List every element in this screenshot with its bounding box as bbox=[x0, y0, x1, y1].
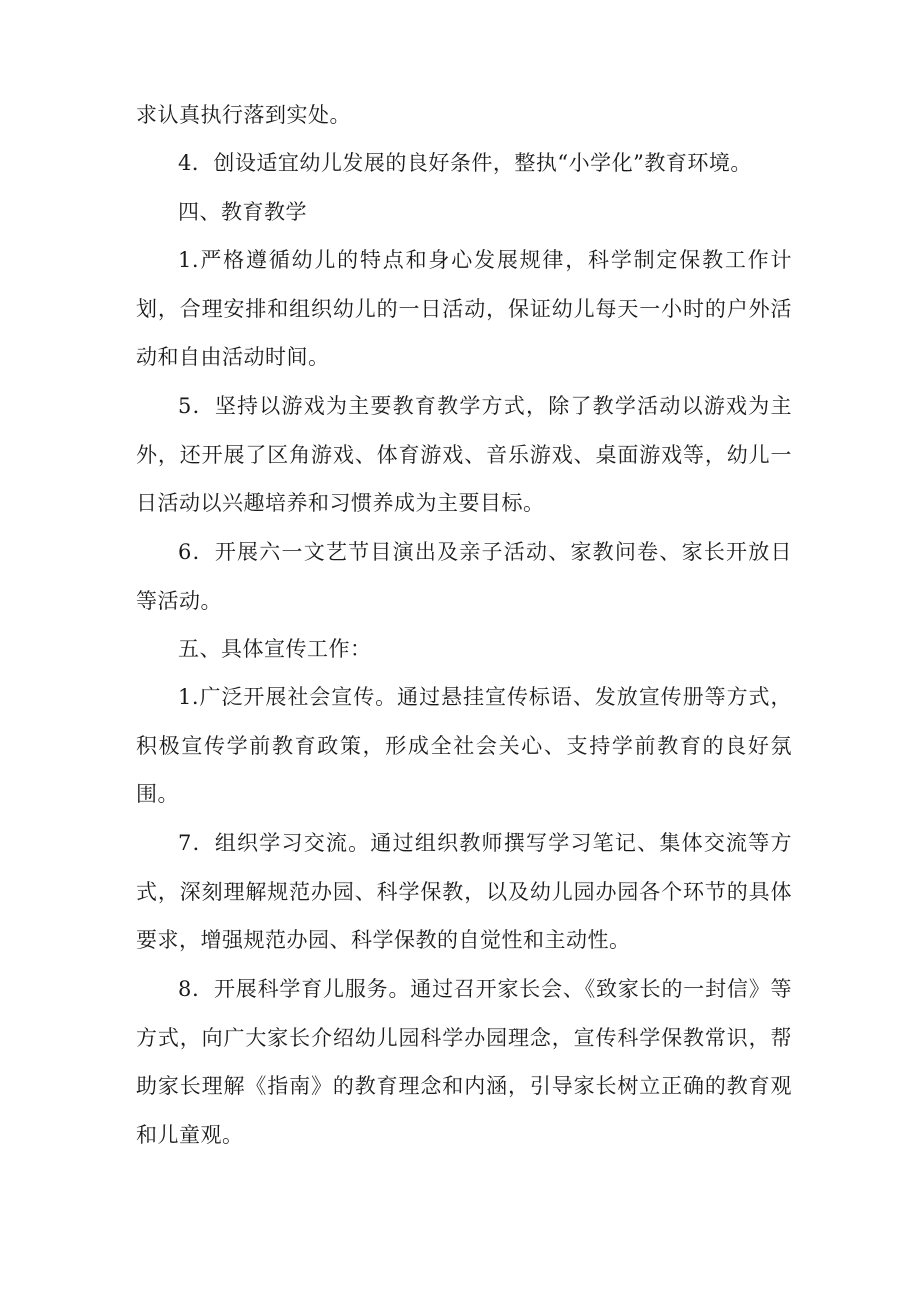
paragraph-continuation: 求认真执行落到实处。 bbox=[136, 103, 351, 127]
section-heading-publicity: 五、具体宣传工作： bbox=[178, 637, 372, 661]
paragraph-item-1-education: 1.严格遵循幼儿的特点和身心发展规律，科学制定保教工作计划，合理安排和组织幼儿的一日活动，保证幼儿每天一小时的户外活动和自由活动时间。 bbox=[136, 248, 792, 369]
section-heading-education: 四、教育教学 bbox=[178, 200, 307, 224]
paragraph-item-7: 7．组织学习交流。通过组织教师撰写学习笔记、集体交流等方式，深刻理解规范办园、科学保教，以及幼儿园办园各个环节的具体要求，增强规范办园、科学保教的自觉性和主动性。 bbox=[136, 831, 792, 952]
paragraph-item-6: 6．开展六一文艺节目演出及亲子活动、家教问卷、家长开放日等活动。 bbox=[136, 540, 792, 613]
paragraph-item-5: 5．坚持以游戏为主要教育教学方式，除了教学活动以游戏为主外，还开展了区角游戏、体育游戏、音乐游戏、桌面游戏等，幼儿一日活动以兴趣培养和习惯养成为主要目标。 bbox=[136, 394, 792, 515]
paragraph-item-8: 8．开展科学育儿服务。通过召开家长会、《致家长的一封信》等方式，向广大家长介绍幼儿园科学办园理念，宣传科学保教常识，帮助家长理解《指南》的教育理念和内涵，引导家长树立正确的教育观和儿童观。 bbox=[136, 977, 792, 1147]
paragraph-item-1-publicity: 1.广泛开展社会宣传。通过悬挂宣传标语、发放宣传册等方式，积极宣传学前教育政策，形成全社会关心、支持学前教育的良好氛围。 bbox=[136, 685, 792, 806]
paragraph-item-4: 4．创设适宜幼儿发展的良好条件，整执“小学化”教育环境。 bbox=[178, 151, 752, 175]
